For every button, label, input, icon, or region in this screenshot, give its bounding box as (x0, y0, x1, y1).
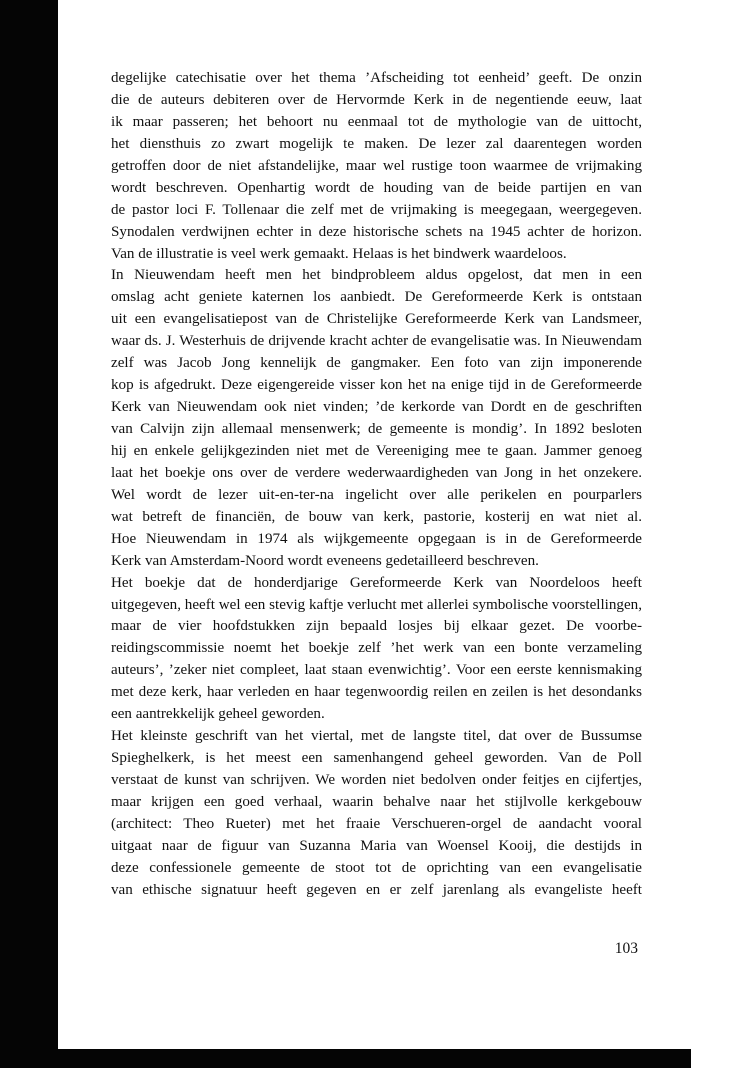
text-line: deze confessionele gemeente de stoot tot de oprichting van een evangelisatie (111, 859, 642, 876)
text-line: (architect: Theo Rueter) met het fraaie Verschueren-orgel de aandacht vooral (111, 815, 642, 832)
text-line: degelijke catechisatie over het thema ’Afscheiding tot eenheid’ geeft. De onzin (111, 70, 642, 86)
text-line: Kerk van Nieuwendam ook niet vinden; ’de kerkorde van Dordt en de geschriften (111, 399, 642, 416)
text-line: In Nieuwendam heeft men het bindprobleem aldus opgelost, dat men in een (111, 267, 642, 284)
text-line: getroffen door de niet afstandelijke, maar wel rustige toon waarmee de vrijmaking (111, 157, 642, 174)
text-line: hij en enkele gelijkgezinden niet met de Vereeniging mee te gaan. Jammer genoeg (111, 442, 642, 459)
text-line: Kerk van Amsterdam-Noord wordt eveneens gedetailleerd beschreven. (111, 552, 539, 569)
text-line: Het boekje dat de honderdjarige Gereformeerde Kerk van Noordeloos heeft (111, 574, 642, 591)
text-line: verstaat de kunst van schrijven. We worden niet bedolven onder feitjes en cijfertjes, (111, 772, 642, 788)
text-line: ik maar passeren; het behoort nu eenmaal tot de mythologie van de uittocht, (111, 113, 642, 130)
text-line: uitgegeven, heeft wel een stevig kaftje verlucht met allerlei symbolische voorstellingen, (111, 596, 642, 613)
text-line: van ethische signatuur heeft gegeven en er zelf jarenlang als evangeliste heeft (111, 881, 642, 898)
text-line: uitgaat naar de figuur van Suzanna Maria van Woensel Kooij, die destijds in (111, 837, 642, 854)
text-line: het diensthuis zo zwart mogelijk te maken. De lezer zal daarentegen worden (111, 135, 642, 152)
text-line: uit een evangelisatiepost van de Christelijke Gereformeerde Kerk van Landsmeer, (111, 311, 642, 328)
text-line: met deze kerk, haar verleden en haar tegenwoordig reilen en zeilen is het desondanks (111, 684, 642, 701)
text-line: wordt beschreven. Openhartig wordt de houding van de beide partijen en van (111, 179, 642, 196)
text-line: reidingscommissie noemt het boekje zelf ’het werk van een bonte verzameling (111, 640, 642, 657)
text-line: kop is afgedrukt. Deze eigengereide visser kon het na enige tijd in de Gereformeerde (111, 377, 642, 394)
scan-bottom-border (0, 1049, 691, 1068)
text-line: Van de illustratie is veel werk gemaakt. Helaas is het bindwerk waardeloos. (111, 245, 567, 262)
text-line: Hoe Nieuwendam in 1974 als wijkgemeente opgegaan is in de Gereformeerde (111, 530, 642, 547)
text-line: wat betreft de financiën, de bouw van kerk, pastorie, kosterij en wat niet al. (111, 508, 642, 525)
page-number: 103 (614, 940, 638, 957)
text-line: die de auteurs debiteren over de Hervormde Kerk in de negentiende eeuw, laat (111, 91, 642, 108)
scan-left-border (0, 0, 58, 1068)
text-line: maar krijgen een goed verhaal, waarin behalve naar het stijlvolle kerkgebouw (111, 793, 642, 810)
text-line: Synodalen verdwijnen echter in deze historische schets na 1945 achter de horizon. (111, 223, 642, 240)
text-body (111, 68, 642, 902)
text-line: laat het boekje ons over de verdere wederwaardigheden van Jong in het onzekere. (111, 464, 642, 481)
text-line: een aantrekkelijk geheel geworden. (111, 706, 325, 723)
text-line: Het kleinste geschrift van het viertal, met de langste titel, dat over de Bussumse (111, 728, 642, 745)
text-line: zelf was Jacob Jong kennelijk de gangmaker. Een foto van zijn imponerende (111, 355, 642, 372)
text-line: Wel wordt de lezer uit-en-ter-na ingelicht over alle perikelen en pourparlers (111, 486, 642, 503)
text-line: maar de vier hoofdstukken zijn bepaald losjes bij elkaar gezet. De voorbe- (111, 618, 642, 635)
text-line: omslag acht geniete katernen los aanbiedt. De Gereformeerde Kerk is ontstaan (111, 289, 642, 306)
text-line: Spieghelkerk, is het meest een samenhangend geheel geworden. Van de Poll (111, 750, 642, 767)
text-line: auteurs’, ’zeker niet compleet, laat staan evenwichtig’. Voor een eerste kennismaking (111, 662, 642, 679)
text-line: de pastor loci F. Tollenaar die zelf met de vrijmaking is meegegaan, weergegeven. (111, 201, 642, 218)
text-line: waar ds. J. Westerhuis de drijvende kracht achter de evangelisatie was. In Nieuwendam (111, 333, 642, 350)
text-line: van Calvijn zijn allemaal mensenwerk; de gemeente is mondig’. In 1892 besloten (111, 421, 642, 437)
